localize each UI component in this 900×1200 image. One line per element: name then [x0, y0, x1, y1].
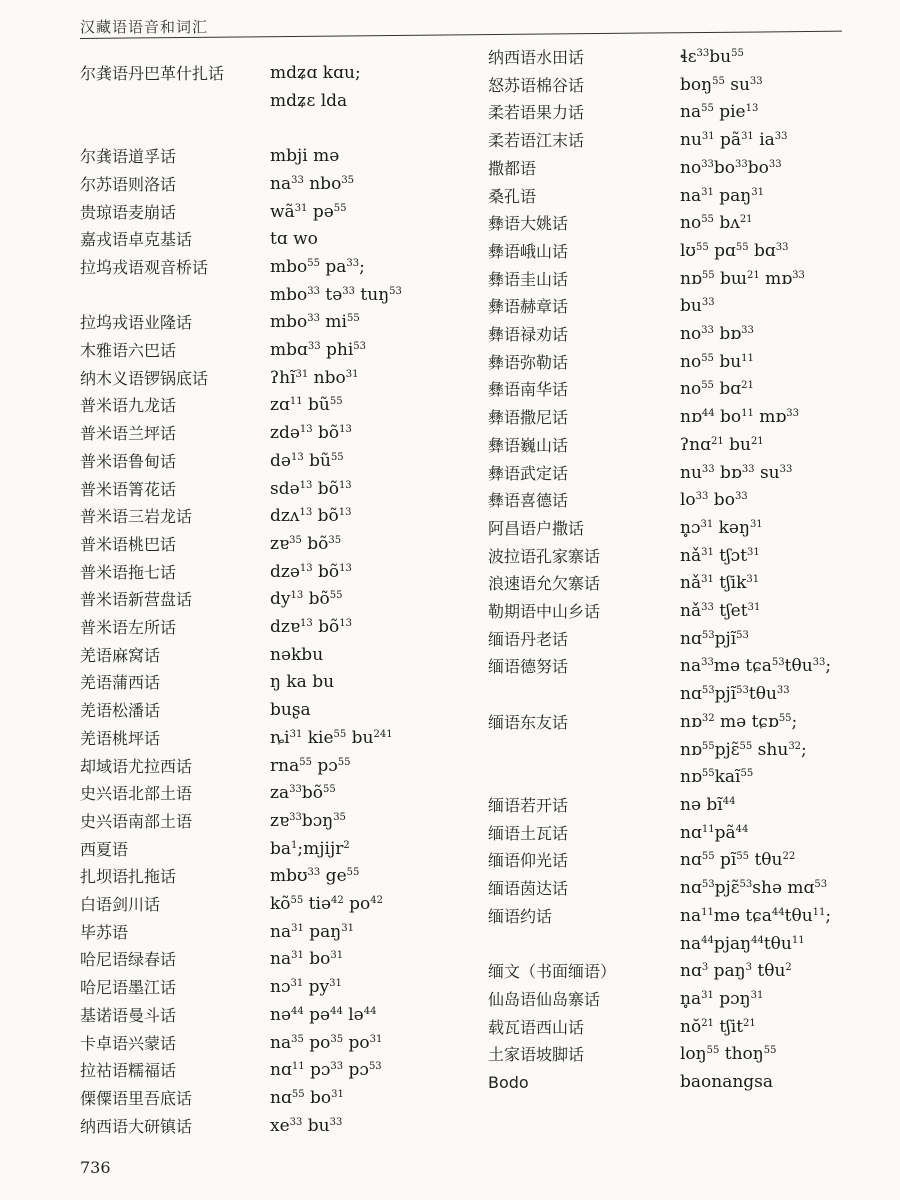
entry-row: [80, 891, 402, 919]
word-form: $ba^1;mjijr^2$: [270, 838, 350, 859]
entry-row: [80, 559, 402, 587]
entry-row: [488, 958, 831, 986]
word-form: nɒ$^{44}$ $bo^{11}$ mɒ$^{33}$: [680, 407, 799, 428]
dialect-name: 彝语撒尼话: [488, 408, 569, 428]
dialect-name: 却域语尤拉西话: [80, 756, 193, 776]
word-form: mdʑɑ kɑu;: [270, 63, 361, 83]
word-form: $na^{31}$ paŋ$^{31}$: [270, 921, 354, 942]
dialect-name: 哈尼语绿春话: [80, 950, 177, 970]
dialect-name: 嘉戎语卓克基话: [80, 230, 193, 250]
word-form: mbo$^{33}$ $mi^{55}$: [270, 312, 360, 333]
entry-row: [80, 143, 402, 171]
dialect-name: 阿昌语户撒话: [488, 518, 585, 538]
dialect-name: 羌语麻窝话: [80, 645, 161, 665]
entry-row: [80, 614, 402, 642]
dialect-name: 缅语德努话: [488, 657, 569, 677]
word-form: $nɑ^{11}pã^{44}$: [680, 822, 749, 843]
word-form: ʔhĩ$^{31}$ nbo$^{31}$: [270, 367, 359, 388]
entry-row: [488, 155, 831, 183]
word-form: nɑ$^{11}$ pɔ$^{33}$ pɔ$^{53}$: [270, 1060, 382, 1081]
word-form: $na^{31}$ $bo^{31}$: [270, 949, 344, 970]
entry-row: [488, 820, 831, 848]
dialect-name: 纳西语大研镇话: [80, 1116, 193, 1136]
word-form: lʊ$^{55}$ pɑ$^{55}$ bɑ$^{33}$: [680, 240, 789, 261]
dialect-name: 撒都语: [488, 158, 537, 178]
word-form: $na^{33}mə$ tɕa$^{53}$tθu$^{33}$;: [680, 656, 832, 677]
word-form: dzə$^{13}$ $bõ^{13}$: [270, 561, 352, 582]
word-form: zɑ$^{11}$ $bũ^{55}$: [270, 395, 343, 416]
dialect-name: 缅语茵达话: [488, 879, 569, 899]
word-form: mbʊ$^{33}$ $ge^{55}$: [270, 866, 360, 887]
word-form: zdə$^{13}$ $bõ^{13}$: [270, 423, 352, 444]
word-form: nɑ$^{53}$pjĩ$^{53}$: [680, 628, 749, 649]
entry-row: [488, 626, 831, 654]
word-form: nɒ$^{55}$kaĩ$^{55}$: [680, 767, 754, 788]
word-form: $za^{33}bõ^{55}$: [270, 783, 336, 804]
entry-row: [80, 974, 402, 1002]
entry-row: [488, 487, 831, 515]
dialect-name: 普米语新营盘话: [80, 590, 193, 610]
word-form: $wã^{31}$ pə$^{55}$: [270, 201, 347, 222]
dialect-name: 仙岛语仙岛寨话: [488, 989, 601, 1009]
dialect-name: 柔若语果力话: [488, 103, 585, 123]
entry-row: [488, 875, 831, 903]
word-form: $no^{55}$ bɑ$^{21}$: [680, 379, 754, 400]
word-form: nɑ$^{53}$pjĩ$^{53}$tθu$^{33}$: [680, 684, 790, 705]
word-form: $nǎ^{33}$ tʃet$^{31}$: [680, 601, 761, 622]
dialect-name: 纳西语水田话: [488, 48, 585, 67]
dialect-name: 浪速语允欠寨话: [488, 574, 601, 594]
word-form: nɑ$^3$ paŋ$^3$ tθu$^2$: [680, 961, 792, 982]
entry-row: [80, 919, 402, 947]
entry-row: [488, 72, 831, 100]
dialect-name: 纳木义语锣锅底话: [80, 368, 209, 388]
word-form: mdʑɛ lda: [270, 90, 348, 111]
word-form: $nŏ^{21}$ tʃit$^{21}$: [680, 1016, 756, 1037]
entry-row: [488, 986, 831, 1014]
dialect-name: 拉坞戎语观音桥话: [80, 257, 209, 277]
entry-row: [488, 570, 831, 598]
entry-row: [488, 404, 831, 432]
entry-row: [488, 515, 831, 543]
entry-row: [80, 1085, 402, 1113]
entry-row: [488, 1041, 831, 1069]
word-form: zɐ$^{35}$ $bõ^{35}$: [270, 533, 342, 554]
entry-row: [80, 171, 402, 199]
dialect-name: 土家语坡脚话: [488, 1045, 585, 1065]
page-number: 736: [80, 1158, 111, 1177]
word-form: nə $bĩ^{44}$: [680, 794, 736, 815]
dialect-name: 彝语武定话: [488, 463, 569, 483]
entry-row: [80, 780, 402, 808]
dialect-name: 彝语喜德话: [488, 491, 569, 511]
word-form: $nǎ^{31}$ tʃɔt$^{31}$: [680, 545, 760, 566]
dialect-name: 拉祜语糯福话: [80, 1061, 177, 1081]
word-form: dzɐ$^{13}$ $bõ^{13}$: [270, 617, 352, 638]
dialect-name: 西夏语: [80, 839, 129, 859]
dialect-name: 尔龚语丹巴革什扎话: [80, 64, 225, 83]
dialect-name: 缅文（书面缅语）: [488, 962, 617, 982]
dialect-name: Bodo: [488, 1073, 529, 1093]
dialect-name: 羌语蒲西话: [80, 673, 161, 693]
dialect-name: 普米语拖七话: [80, 562, 177, 582]
word-form: $no^{33}bo^{33}bo^{33}$: [680, 157, 782, 178]
entry-row: [80, 503, 402, 531]
entry-row: [80, 946, 402, 974]
entry-row: [488, 653, 831, 681]
word-form: zɐ$^{33}$bɔŋ$^{35}$: [270, 810, 346, 831]
entry-row: [80, 282, 402, 310]
entry-row: [488, 293, 831, 321]
word-form: nɒ$^{32}$ mə tɕɒ$^{55}$;: [680, 711, 798, 732]
entry-row: [80, 1113, 402, 1141]
word-form: boŋ$^{55}$ $su^{33}$: [680, 74, 763, 95]
dialect-name: 木雅语六巴话: [80, 341, 177, 361]
word-form: $no^{55}$ bʌ$^{21}$: [680, 213, 753, 234]
dialect-name: 柔若语江末话: [488, 131, 585, 151]
word-form: ʔnɑ$^{21}$ $bu^{21}$: [680, 434, 764, 455]
dialect-name: 普米语九龙话: [80, 396, 177, 416]
left-column: [80, 60, 402, 1140]
word-form: $nu^{33}$ bɒ$^{33}$ $su^{33}$: [680, 462, 793, 483]
entry-row: [80, 1057, 402, 1085]
word-form: $ɬɛ^{33}bu^{55}$: [680, 47, 744, 67]
dialect-name: 尔龚语道孚话: [80, 147, 177, 167]
dialect-name: 载瓦语西山话: [488, 1017, 585, 1037]
dialect-name: 缅语约话: [488, 906, 553, 926]
entry-row: [488, 266, 831, 294]
entry-row: [80, 88, 402, 116]
dialect-name: 彝语峨山话: [488, 241, 569, 261]
entry-row: [488, 99, 831, 127]
entry-row: [80, 725, 402, 753]
word-form: mbo$^{33}$ tə$^{33}$ tuŋ$^{53}$: [270, 284, 402, 305]
running-header: 汉藏语语音和词汇: [80, 18, 209, 36]
dialect-name: 彝语大姚话: [488, 214, 569, 234]
entry-row: [80, 669, 402, 697]
entry-row: [488, 764, 831, 792]
dialect-name: 基诺语曼斗话: [80, 1005, 177, 1025]
entry-row: [80, 586, 402, 614]
dialect-name: 彝语圭山话: [488, 269, 569, 289]
entry-row: [488, 349, 831, 377]
entry-row: [80, 836, 402, 864]
word-form: $lo^{33}$ $bo^{33}$: [680, 490, 748, 511]
word-form: $n̥a^{31}$ pɔŋ$^{31}$: [680, 988, 764, 1009]
dialect-name: 勒期语中山乡话: [488, 602, 601, 622]
word-form: mbji mə: [270, 146, 340, 167]
word-form: dzʌ$^{13}$ $bõ^{13}$: [270, 506, 352, 527]
entry-row: [488, 1069, 831, 1097]
word-form: $na^{31}$ paŋ$^{31}$: [680, 185, 764, 206]
word-form: $bu^{33}$: [680, 296, 715, 317]
word-form: $no^{55}$ $bu^{11}$: [680, 351, 754, 372]
word-form: nəkbu: [270, 644, 324, 665]
entry-row: [80, 1030, 402, 1058]
entry-row: [80, 309, 402, 337]
dialect-name: 普米语箐花话: [80, 479, 177, 499]
word-form: $na^{33}$ nbo$^{35}$: [270, 173, 355, 194]
entry-row: [80, 448, 402, 476]
dialect-name: 羌语桃坪话: [80, 728, 161, 748]
dialect-name: 哈尼语墨江话: [80, 978, 177, 998]
dialect-name: 彝语弥勒话: [488, 352, 569, 372]
word-form: loŋ$^{55}$ thoŋ$^{55}$: [680, 1044, 777, 1065]
word-form: nɑ$^{53}$pjɛ̃$^{53}$shə mɑ$^{53}$: [680, 878, 828, 899]
word-form: $na^{44}pjaŋ^{44}t\theta u^{11}$: [680, 933, 805, 954]
entry-row: [80, 337, 402, 365]
word-form: n̥ɔ$^{31}$ kəŋ$^{31}$: [680, 517, 763, 538]
dialect-name: 贵琼语麦崩话: [80, 202, 177, 222]
dialect-name: 普米语桃巴话: [80, 534, 177, 554]
dialect-name: 白语剑川话: [80, 895, 161, 915]
entry-row: [80, 753, 402, 781]
entry-row: [488, 792, 831, 820]
word-form: ŋ ka bu: [270, 672, 335, 693]
entry-row: [80, 808, 402, 836]
dialect-name: 缅语若开话: [488, 795, 569, 815]
entry-row: [488, 460, 831, 488]
entry-row: [488, 543, 831, 571]
word-form: mbɑ$^{33}$ phi$^{53}$: [270, 340, 367, 361]
entry-row: [488, 376, 831, 404]
dialect-name: 史兴语南部土语: [80, 811, 193, 831]
entry-row: [80, 476, 402, 504]
dialect-name: 普米语兰坪话: [80, 424, 177, 444]
word-form: $nu^{31}$ $pã^{31}$ $ia^{33}$: [680, 130, 788, 151]
dialect-name: 拉坞戎语业隆话: [80, 313, 193, 333]
dialect-name: 傈僳语里吾底话: [80, 1089, 193, 1108]
entry-row: [80, 531, 402, 559]
entry-row: [80, 226, 402, 254]
word-form: nɒ$^{55}$ bɯ$^{21}$ mɒ$^{33}$: [680, 268, 805, 289]
word-form: $nǎ^{31}$ tʃik$^{31}$: [680, 573, 760, 594]
dialect-name: 缅语仰光话: [488, 851, 569, 871]
entry-row: [80, 199, 402, 227]
dialect-name: 羌语松潘话: [80, 701, 161, 721]
entry-row: [488, 210, 831, 238]
entry-row: [80, 365, 402, 393]
dialect-name: 彝语禄劝话: [488, 325, 569, 345]
entry-row: [80, 697, 402, 725]
word-form: rna$^{55}$ pɔ$^{55}$: [270, 755, 351, 776]
word-form: nɑ$^{55}$ $pĩ^{55}$ tθu$^{22}$: [680, 850, 796, 871]
entry-row: [80, 1002, 402, 1030]
entry-row: [488, 44, 831, 72]
entry-row: [80, 254, 402, 282]
word-form: $ȵi^{31}$ kie$^{55}$ $bu^{241}$: [270, 727, 393, 748]
dialect-name: 普米语左所话: [80, 618, 177, 638]
word-form: $xe^{33}$ $bu^{33}$: [270, 1115, 343, 1136]
dialect-name: 扎坝语扎拖话: [80, 867, 177, 887]
entry-row: [488, 127, 831, 155]
dialect-name: 卡卓语兴蒙话: [80, 1033, 177, 1053]
word-form: sdə$^{13}$ $bõ^{13}$: [270, 478, 352, 499]
entry-row: [488, 903, 831, 931]
dialect-name: 普米语三岩龙话: [80, 507, 193, 527]
entry-row: [488, 432, 831, 460]
entry-row: [488, 737, 831, 765]
entry-row: [488, 847, 831, 875]
entry-row: [80, 642, 402, 670]
entry-row: [488, 931, 831, 959]
dialect-name: 史兴语北部土语: [80, 784, 193, 804]
word-form: $na^{35}$ $po^{35}$ $po^{31}$: [270, 1032, 383, 1053]
entry-row: [488, 681, 831, 709]
entry-row: [488, 709, 831, 737]
entry-row: [80, 115, 402, 143]
dialect-name: 彝语巍山话: [488, 435, 569, 455]
word-form: nɒ$^{55}$pjɛ̃$^{55}$ shu$^{32}$;: [680, 739, 807, 760]
word-form: baonangsa: [680, 1072, 774, 1093]
word-form: $no^{33}$ bɒ$^{33}$: [680, 324, 754, 345]
word-form: $dy^{13}$ $bõ^{55}$: [270, 589, 343, 610]
right-column: [488, 44, 831, 1097]
word-form: $na^{55}$ pie$^{13}$: [680, 102, 759, 123]
word-form: nɔ$^{31}$ $py^{31}$: [270, 977, 342, 998]
entry-row: [488, 598, 831, 626]
dialect-name: 缅语土瓦话: [488, 823, 569, 843]
entry-row: [80, 392, 402, 420]
entry-row: [488, 238, 831, 266]
dialect-name: 桑孔语: [488, 186, 537, 206]
entry-row: [80, 863, 402, 891]
dialect-name: 波拉语孔家寨话: [488, 546, 601, 566]
entry-row: [488, 183, 831, 211]
word-form: $kõ^{55}$ tiə$^{42}$ $po^{42}$: [270, 894, 384, 915]
entry-row: [488, 321, 831, 349]
dialect-name: 缅语东友话: [488, 712, 569, 732]
dialect-name: 缅语丹老话: [488, 629, 569, 649]
word-form: nə$^{44}$ pə$^{44}$ lə$^{44}$: [270, 1004, 377, 1025]
word-form: buʂa: [270, 700, 311, 721]
entry-row: [80, 420, 402, 448]
dialect-name: 尔苏语则洛话: [80, 174, 177, 194]
dialect-name: 彝语赫章话: [488, 297, 569, 317]
entry-row: [80, 60, 402, 88]
dialect-name: 普米语鲁甸话: [80, 451, 177, 471]
word-form: tɑ wo: [270, 229, 318, 250]
dialect-name: 毕苏语: [80, 922, 129, 942]
word-form: də$^{13}$ $bũ^{55}$: [270, 450, 344, 471]
entry-row: [488, 1014, 831, 1042]
word-form: nɑ$^{55}$ $bo^{31}$: [270, 1088, 344, 1108]
dialect-name: 怒苏语棉谷话: [488, 75, 585, 95]
dialect-name: 彝语南华话: [488, 380, 569, 400]
word-form: mbo$^{55}$ $pa^{33}$;: [270, 256, 365, 277]
word-form: $na^{11}mə$ tɕa$^{44}$tθu$^{11}$;: [680, 905, 832, 926]
